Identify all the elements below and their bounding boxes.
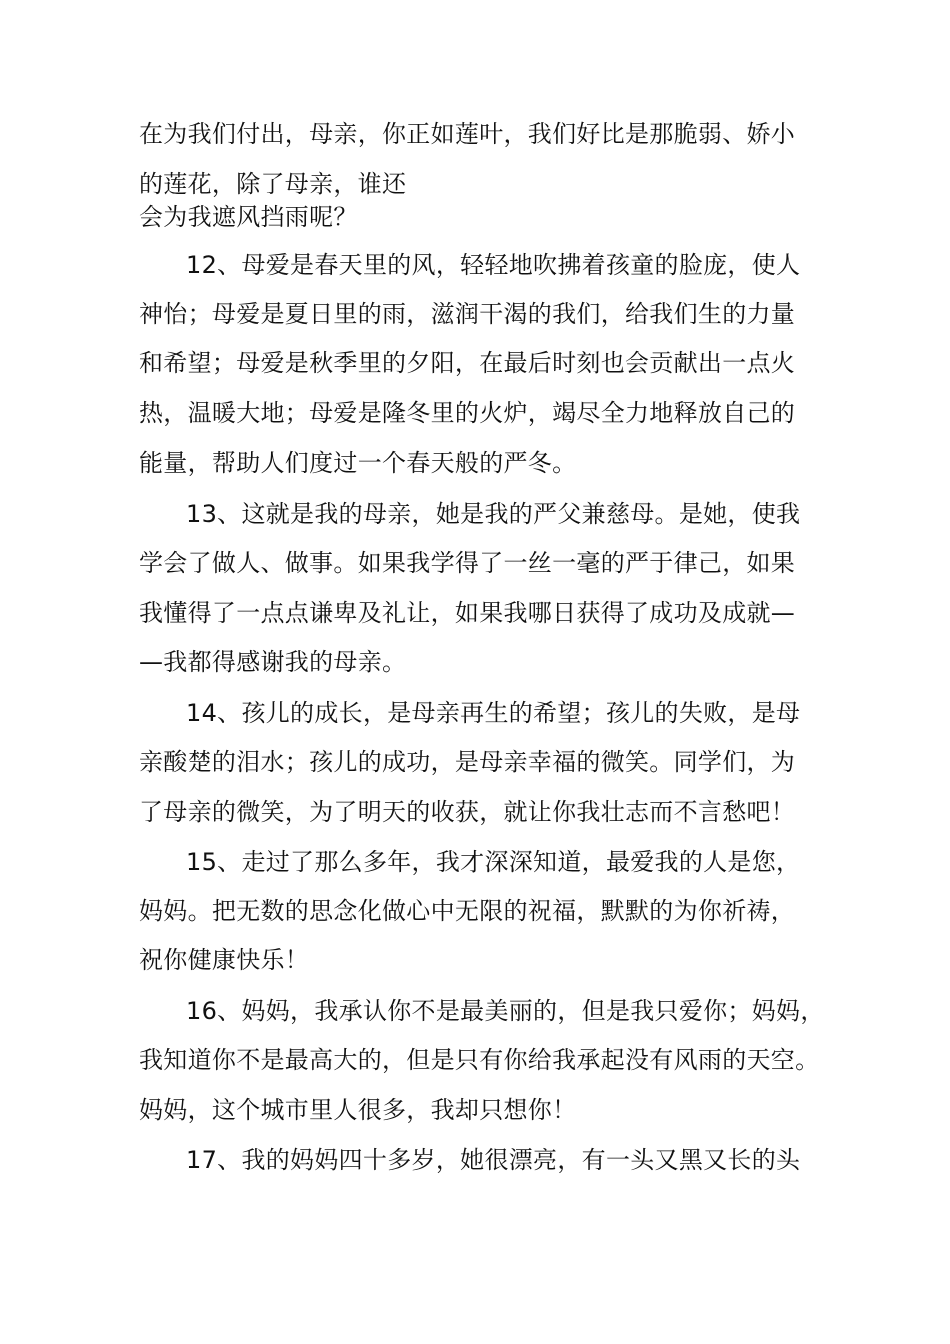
text-line: 和希望；母爱是秋季里的夕阳，在最后时刻也会贡献出一点火: [139, 349, 796, 377]
text-line: 了母亲的微笑，为了明天的收获，就让你我壮志而不言愁吧！: [139, 798, 796, 826]
text-line: 我懂得了一点点谦卑及礼让，如果我哪日获得了成功及成就—: [139, 599, 796, 627]
text-line: 妈妈。把无数的思念化做心中无限的祝福，默默的为你祈祷，: [139, 897, 796, 925]
paragraph-17-line: 17、我的妈妈四十多岁，她很漂亮，有一头又黑又长的头: [186, 1146, 801, 1174]
paragraph-15-line: 15、走过了那么多年，我才深深知道，最爱我的人是您，: [186, 848, 801, 876]
text-line: 在为我们付出，母亲，你正如莲叶，我们好比是那脆弱、娇小: [139, 120, 796, 148]
text-line: 学会了做人、做事。如果我学得了一丝一毫的严于律己，如果: [139, 549, 796, 577]
text-line: —我都得感谢我的母亲。: [139, 648, 407, 676]
paragraph-12-line: 12、母爱是春天里的风，轻轻地吹拂着孩童的脸庞，使人: [186, 251, 801, 279]
paragraph-14-line: 14、孩儿的成长，是母亲再生的希望；孩儿的失败，是母: [186, 699, 801, 727]
text-line: 妈妈，这个城市里人很多，我却只想你！: [139, 1096, 577, 1124]
paragraph-13-line: 13、这就是我的母亲，她是我的严父兼慈母。是她，使我: [186, 500, 801, 528]
text-line: 的莲花，除了母亲，谁还: [139, 170, 407, 198]
text-line: 热，温暖大地；母爱是隆冬里的火炉，竭尽全力地释放自己的: [139, 399, 796, 427]
text-line: 能量，帮助人们度过一个春天般的严冬。: [139, 449, 577, 477]
paragraph-16-line: 16、妈妈，我承认你不是最美丽的，但是我只爱你；妈妈，: [186, 997, 825, 1025]
text-line: 亲酸楚的泪水；孩儿的成功，是母亲幸福的微笑。同学们，为: [139, 748, 796, 776]
text-line: 会为我遮风挡雨呢？: [139, 203, 358, 231]
text-line: 祝你健康快乐！: [139, 946, 310, 974]
text-line: 我知道你不是最高大的，但是只有你给我承起没有风雨的天空。: [139, 1046, 820, 1074]
text-line: 神怡；母爱是夏日里的雨，滋润干渴的我们，给我们生的力量: [139, 300, 796, 328]
